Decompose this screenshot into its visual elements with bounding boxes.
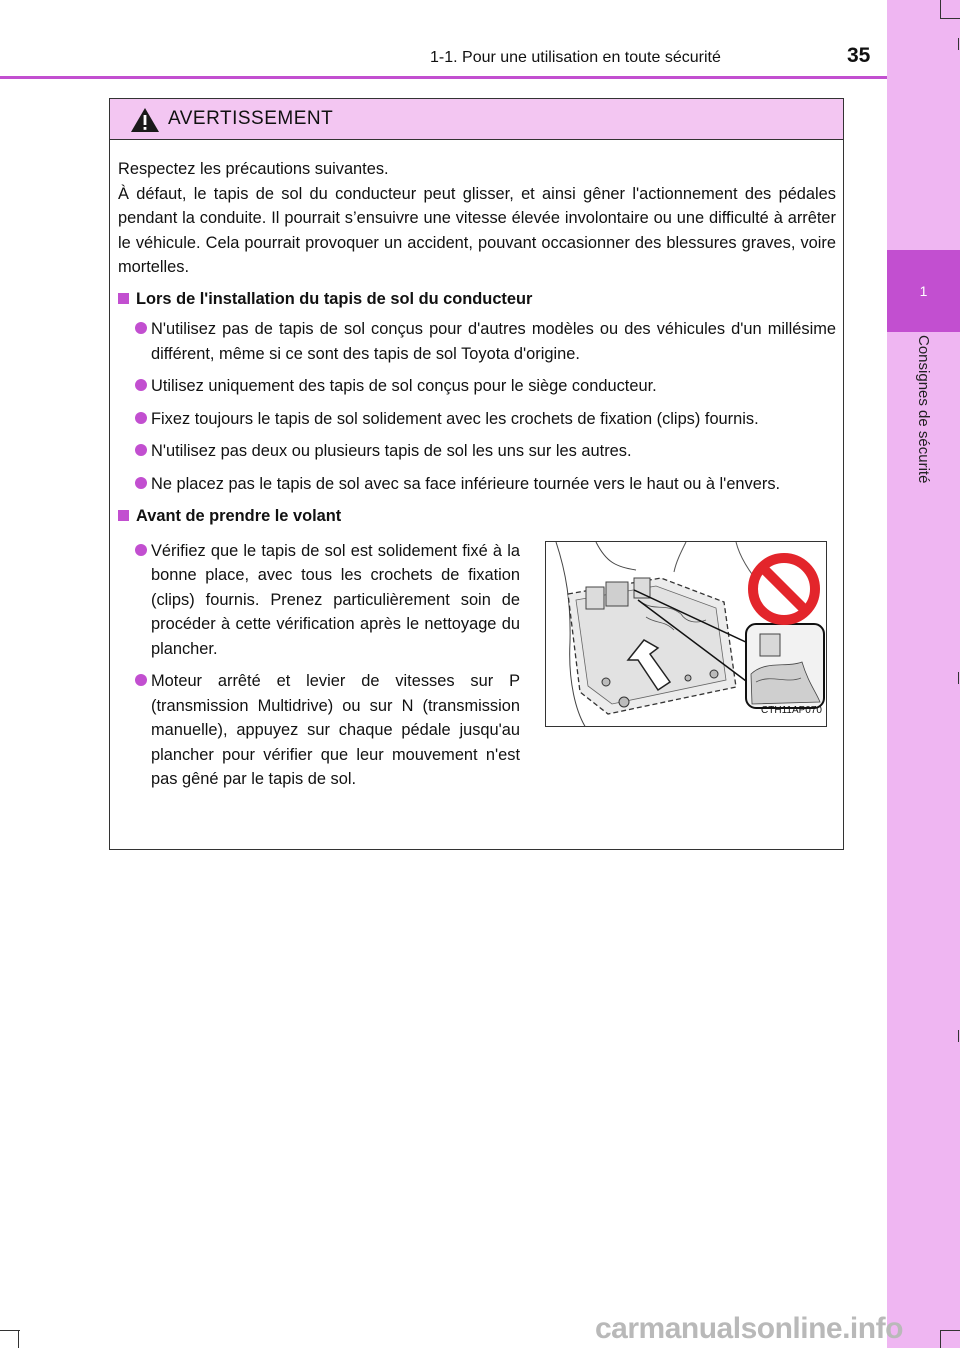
section-heading-text: Lors de l'installation du tapis de sol du conducteur: [136, 289, 533, 308]
list-item-text: N'utilisez pas de tapis de sol conçus pour d'autres modèles ou des véhicules d'un millésime différent, même si ce sont des tapis de sol Toyota d'origine.: [151, 320, 836, 363]
section-heading: [118, 287, 836, 312]
intro-line: Respectez les précautions suivantes.: [118, 160, 389, 178]
list-item-text: N'utilisez pas deux ou plusieurs tapis de sol les uns sur les autres.: [151, 442, 632, 460]
round-bullet-icon: [135, 412, 147, 424]
crop-mark: [940, 1330, 941, 1348]
crop-mark: [940, 1330, 960, 1331]
round-bullet-icon: [135, 674, 147, 686]
list-item-text: Moteur arrêté et levier de vitesses sur P (transmission Multidrive) ou sur N (transmission manuelle), appuyez sur chaque pédale jusqu'au plancher pour vérifier que leur mouvement n'est pas gêné par le tapis de sol.: [151, 672, 520, 788]
crop-mark: [958, 672, 959, 684]
figure-code: CTH11AP070: [761, 705, 822, 716]
intro-paragraph: À défaut, le tapis de sol du conducteur peut glisser, et ainsi gêner l'actionnement des pédales pendant la conduite. Il pourrait s’ensuivre une vitesse élevée involontaire ou une difficulté à arrêter le véhicule. Cela pourrait provoquer un accident, pouvant occasionner des blessures graves, voire mortelles.: [118, 184, 836, 276]
list-item: [118, 472, 836, 497]
crop-mark: [0, 1330, 20, 1331]
warning-body: [118, 157, 836, 809]
watermark: carmanualsonline.info: [595, 1312, 903, 1345]
crop-mark: [18, 1330, 19, 1348]
warning-title: AVERTISSEMENT: [168, 108, 334, 129]
list-item: [118, 669, 520, 792]
chapter-tab[interactable]: [887, 250, 960, 332]
round-bullet-icon: [135, 322, 147, 334]
chapter-label-container: [887, 335, 960, 535]
floor-mat-illustration: [545, 541, 827, 727]
warning-triangle-icon: [130, 107, 160, 133]
section-heading-text: Avant de prendre le volant: [136, 507, 342, 525]
list-item: [118, 439, 836, 464]
list-item: [118, 539, 520, 662]
list-item-text: Utilisez uniquement des tapis de sol conçus pour le siège conducteur.: [151, 377, 657, 395]
crop-mark: [958, 38, 959, 50]
page-number: 35: [847, 44, 871, 67]
crop-mark: [940, 0, 941, 18]
crop-mark: [958, 1030, 959, 1042]
chapter-side-strip: [887, 0, 960, 1348]
crop-mark: [940, 18, 960, 19]
warning-header: [110, 99, 843, 140]
round-bullet-icon: [135, 379, 147, 391]
illustrated-text: [118, 539, 520, 800]
list-item-text: Vérifiez que le tapis de sol est solidement fixé à la bonne place, avec tous les crochets de fixation (clips) fournis. Prenez particulièrement soin de procéder à cette vérification après le nettoyage du plancher.: [151, 541, 520, 658]
warning-box: [109, 98, 844, 850]
round-bullet-icon: [135, 544, 147, 556]
round-bullet-icon: [135, 444, 147, 456]
section-title: 1-1. Pour une utilisation en toute sécurité: [430, 49, 721, 66]
list-item-text: Ne placez pas le tapis de sol avec sa face inférieure tournée vers le haut ou à l'envers.: [151, 474, 781, 493]
header-rule: [0, 76, 887, 79]
section-heading: [118, 504, 836, 529]
square-bullet-icon: [118, 510, 129, 521]
list-item: [118, 374, 836, 399]
square-bullet-icon: [118, 293, 129, 304]
round-bullet-icon: [135, 477, 147, 489]
list-item: [118, 407, 836, 432]
chapter-label: Consignes de sécurité: [915, 335, 932, 484]
list-item: [118, 317, 836, 366]
chapter-number: 1: [919, 283, 928, 299]
list-item-text: Fixez toujours le tapis de sol solidement avec les crochets de fixation (clips) fournis.: [151, 409, 759, 428]
illustrated-section: [118, 539, 836, 809]
